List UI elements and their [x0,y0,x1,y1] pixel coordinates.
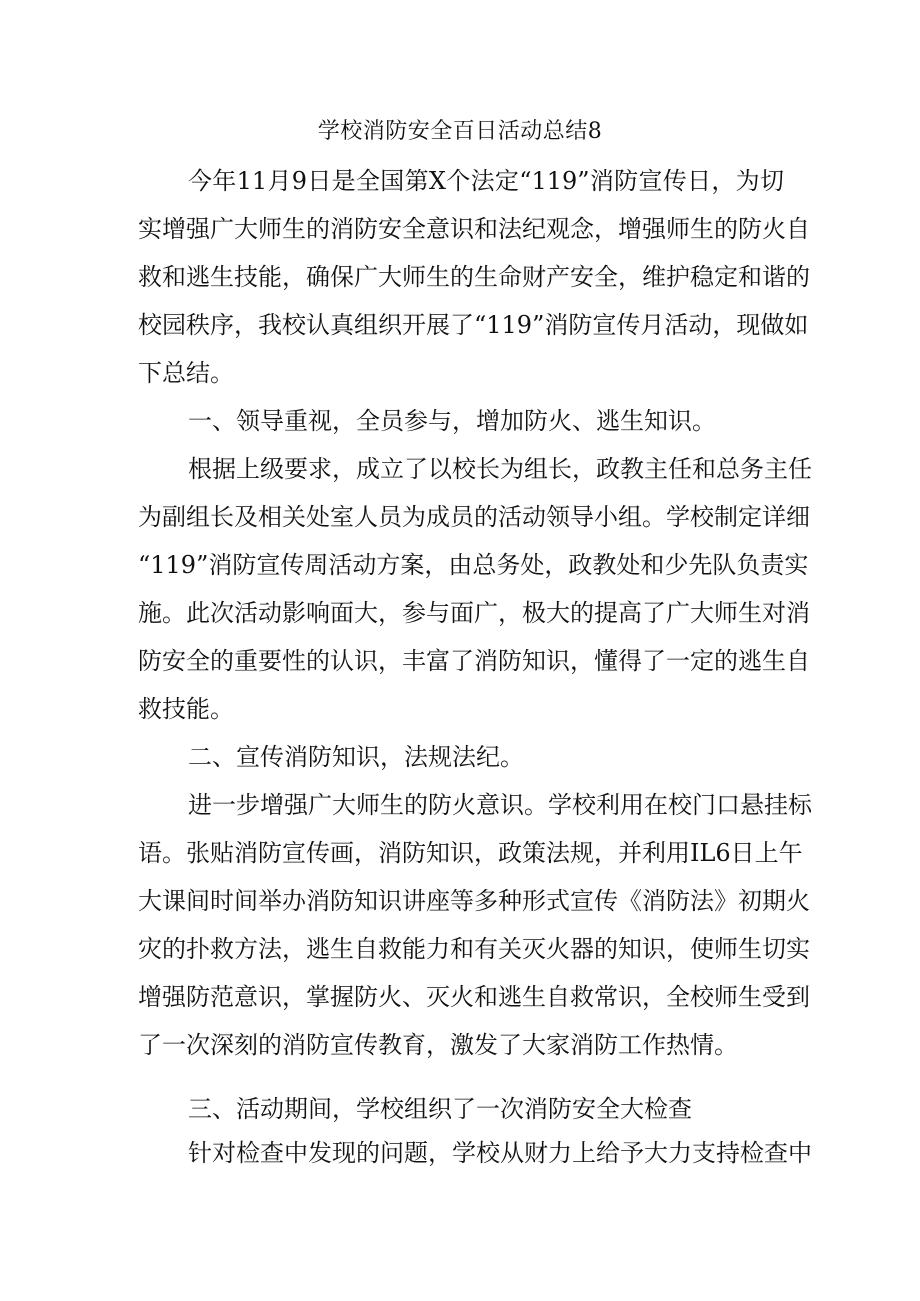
paragraph-line: 防安全的重要性的认识，丰富了消防知识，懂得了一定的逃生自 [138,647,810,675]
paragraph-line: “119”消防宣传周活动方案，由总务处，政教处和少先队负责实 [138,551,809,579]
paragraph-line: 根据上级要求，成立了以校长为组长，政教主任和总务主任 [188,455,812,483]
paragraph-line: 实增强广大师生的消防安全意识和法纪观念，增强师生的防火自 [138,215,810,243]
paragraph-line: 增强防范意识，掌握防火、灭火和逃生自救常识，全校师生受到 [138,983,810,1011]
paragraph-line: 救和逃生技能，确保广大师生的生命财产安全，维护稳定和谐的 [138,263,810,291]
section-heading-2: 二、宣传消防知识，法规法纪。 [188,743,524,771]
section-heading-3: 三、活动期间，学校组织了一次消防安全大检查 [188,1095,692,1123]
paragraph-line: 针对检查中发现的问题，学校从财力上给予大力支持检查中 [188,1139,812,1167]
paragraph-line: 施。此次活动影响面大，参与面广，极大的提高了广大师生对消 [138,599,810,627]
paragraph-line: 灾的扑救方法，逃生自救能力和有关灭火器的知识，使师生切实 [138,935,810,963]
paragraph-line: 大课间时间举办消防知识讲座等多种形式宣传《消防法》初期火 [138,887,810,915]
paragraph-line: 了一次深刻的消防宣传教育，激发了大家消防工作热情。 [138,1031,738,1059]
paragraph-line: 校园秩序，我校认真组织开展了“119”消防宣传月活动，现做如 [138,311,809,339]
paragraph-line: 进一步增强广大师生的防火意识。学校利用在校门口悬挂标 [188,791,812,819]
paragraph-line: 语。张贴消防宣传画，消防知识，政策法规，并利用IL6日上午 [138,839,803,867]
document-title: 学校消防安全百日活动总结8 [317,119,603,144]
section-heading-1: 一、领导重视，全员参与，增加防火、逃生知识。 [188,407,716,435]
paragraph-line: 今年11月9日是全国第X个法定“119”消防宣传日，为切 [188,167,784,195]
paragraph-line: 为副组长及相关处室人员为成员的活动领导小组。学校制定详细 [138,503,810,531]
paragraph-line: 救技能。 [138,695,234,723]
paragraph-line: 下总结。 [138,359,234,387]
